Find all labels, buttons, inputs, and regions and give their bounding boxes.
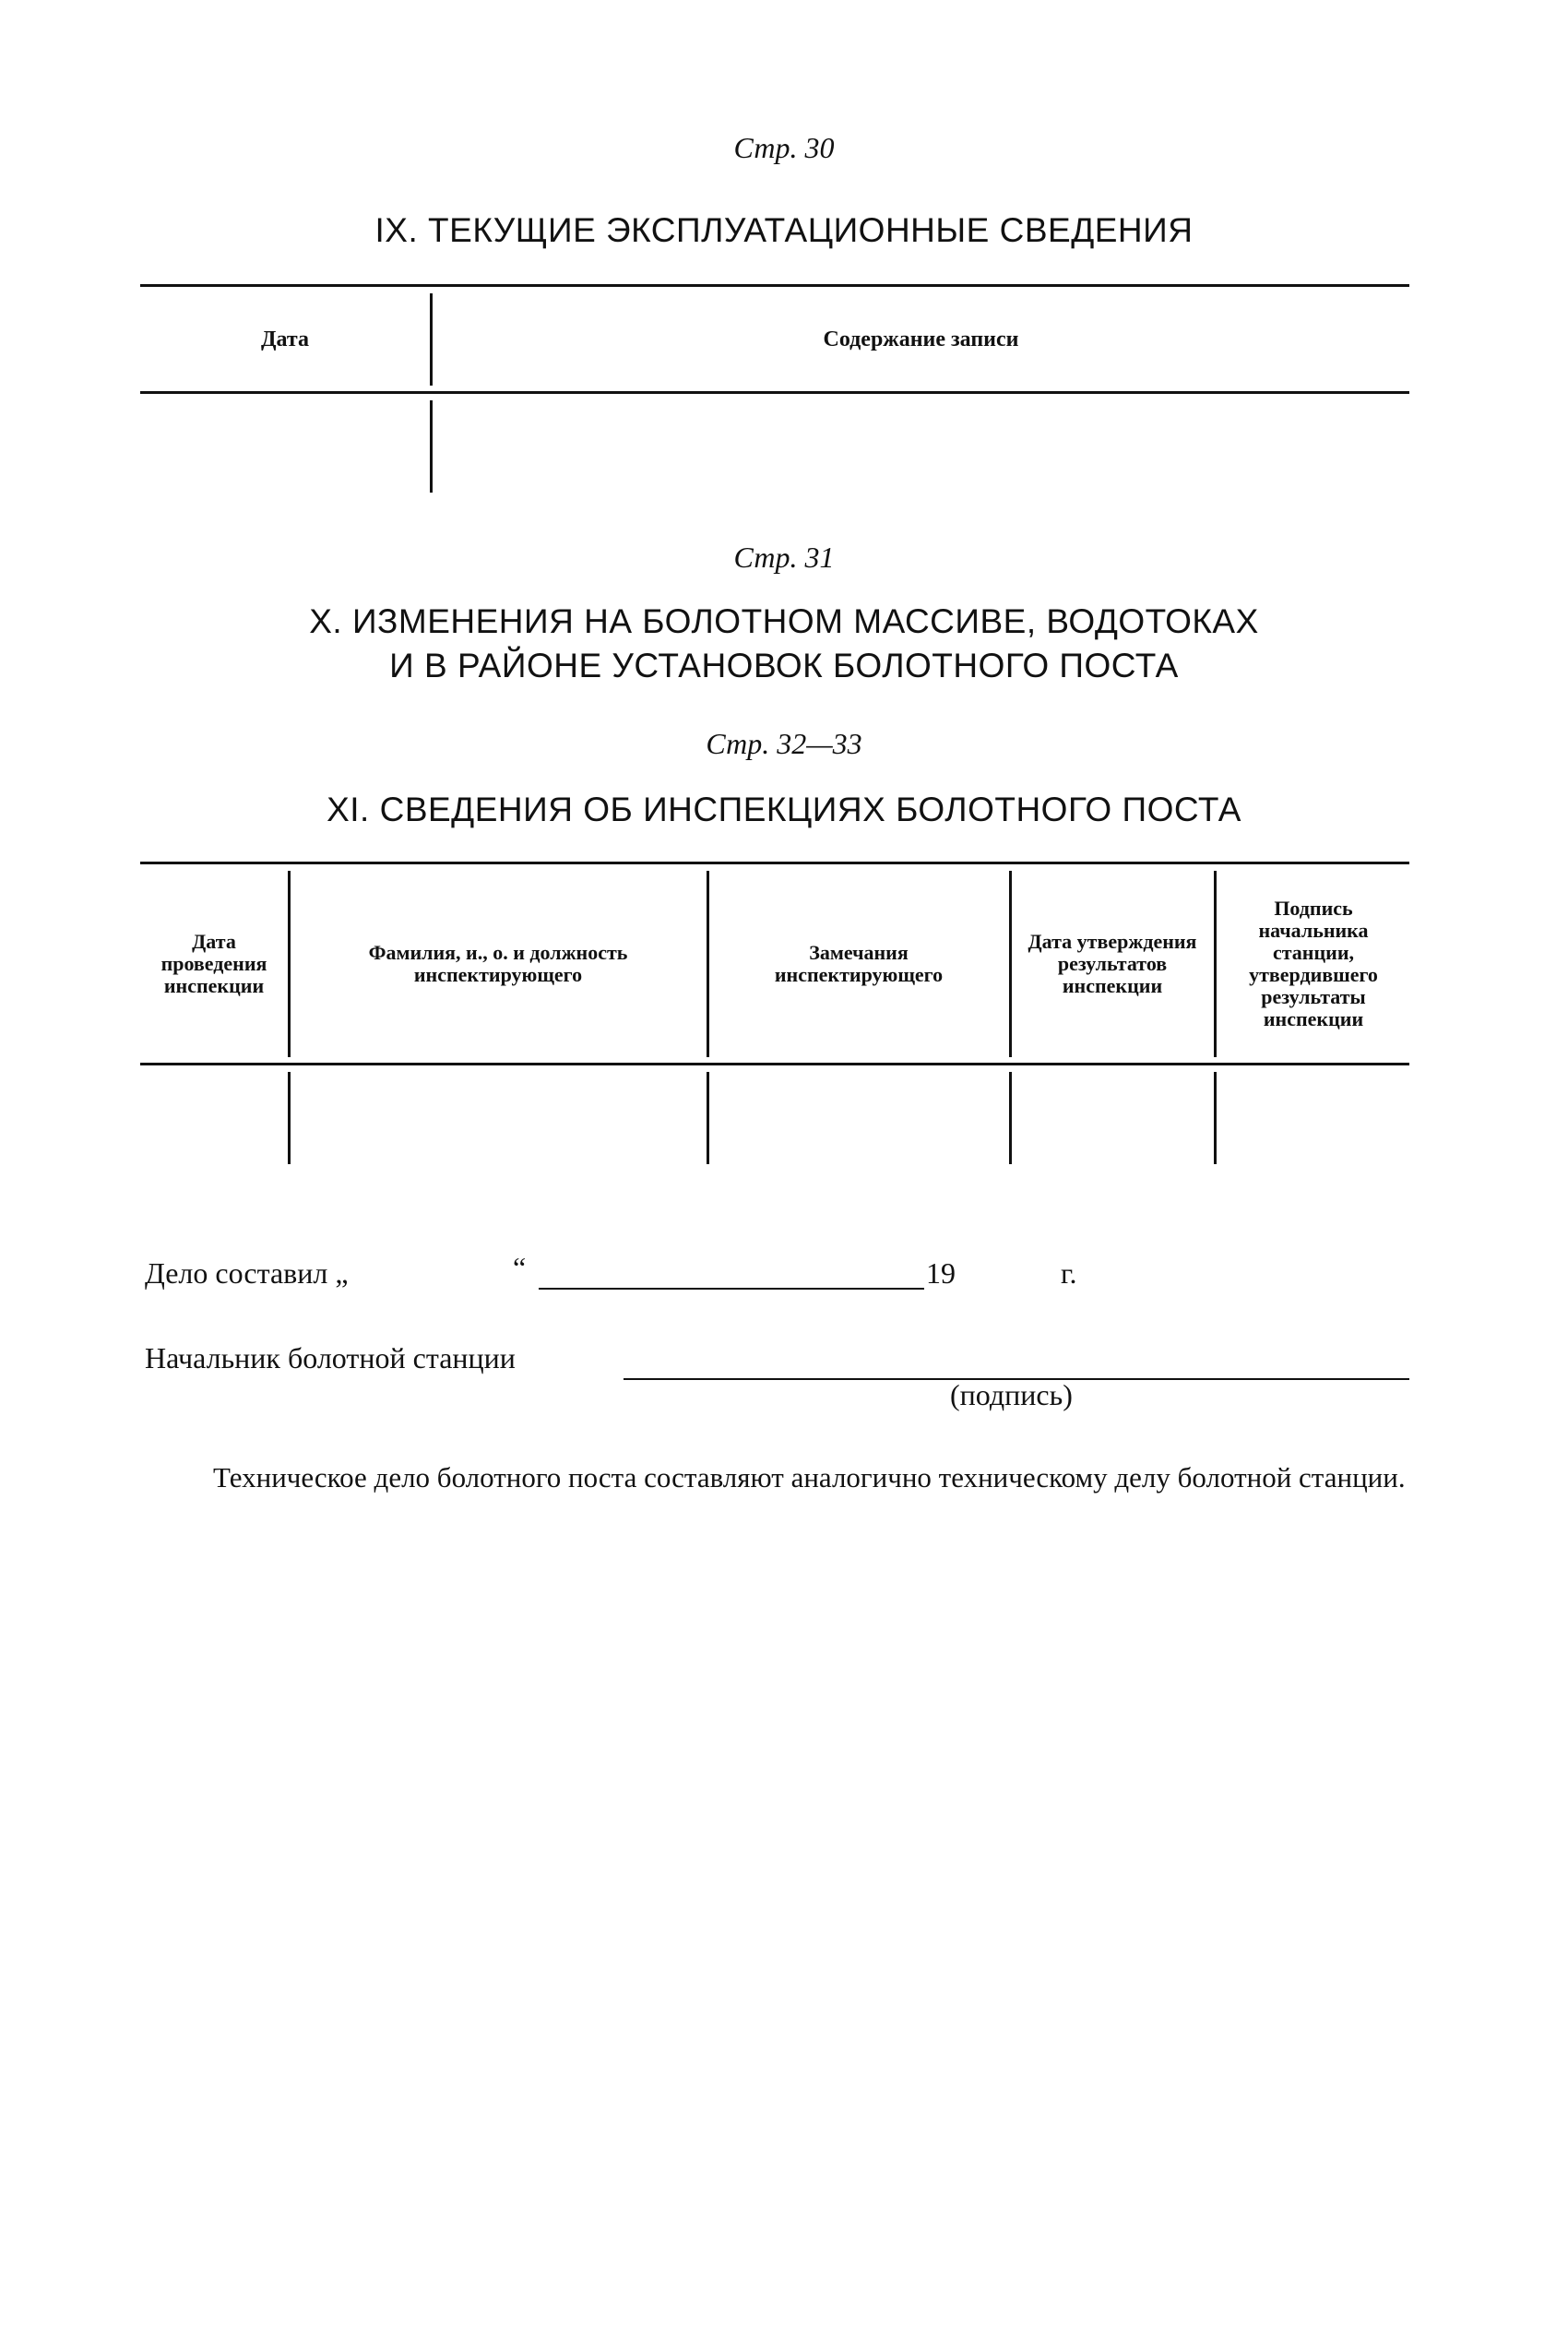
table-top-rule (140, 862, 1409, 864)
page-ref-32-33: Стр. 32—33 (706, 727, 862, 760)
column-header-inspection-date: Дата проведения инспекции (160, 930, 267, 997)
section-9-title: IX. ТЕКУЩИЕ ЭКСПЛУАТАЦИОННЫЕ СВЕДЕНИЯ (374, 211, 1194, 249)
station-chief-label: Начальник болотной станции (145, 1341, 516, 1374)
closing-note: Техническое дело болотного поста составляют аналогично техническому делу болотной станции. (213, 1461, 1406, 1493)
column-header-date: Дата (261, 327, 309, 351)
column-header-chief-signature: Подпись начальника станции, утвердившего результаты инспекции (1249, 897, 1378, 1030)
date-fill-line (539, 1288, 924, 1290)
signature-caption: (подпись) (950, 1378, 1073, 1411)
body-divider-4 (1214, 1072, 1217, 1164)
column-divider-1 (288, 871, 291, 1057)
column-header-inspector-remarks: Замечания инспектирующего (774, 941, 944, 986)
column-header-inspector-name: Фамилия, и., о. и должность инспектирующего (368, 941, 628, 986)
section-10-title-line-2: И В РАЙОНЕ УСТАНОВОК БОЛОТНОГО ПОСТА (389, 647, 1179, 684)
compiled-by-label: Дело составил „ (145, 1256, 349, 1290)
body-divider-1 (288, 1072, 291, 1164)
page-ref-30: Стр. 30 (733, 131, 835, 164)
table-body-divider (430, 400, 433, 493)
section-11-title: XI. СВЕДЕНИЯ ОБ ИНСПЕКЦИЯХ БОЛОТНОГО ПОСТА (327, 791, 1241, 828)
section-10-title-line-1: X. ИЗМЕНЕНИЯ НА БОЛОТНОМ МАССИВЕ, ВОДОТОКАХ (309, 602, 1259, 640)
column-divider-2 (707, 871, 709, 1057)
page-ref-31: Стр. 31 (733, 541, 835, 574)
column-divider-3 (1009, 871, 1012, 1057)
column-header-entry-content: Содержание записи (823, 327, 1019, 351)
table-header-rule (140, 1063, 1409, 1065)
table-top-rule (140, 284, 1409, 287)
column-divider-4 (1214, 871, 1217, 1057)
date-open-quote: “ (513, 1251, 527, 1284)
column-header-approval-date: Дата утверждения результатов инспекции (1028, 930, 1197, 997)
year-prefix: 19 (926, 1256, 956, 1290)
body-divider-3 (1009, 1072, 1012, 1164)
year-suffix: г. (1061, 1256, 1077, 1290)
table-header-rule (140, 391, 1409, 394)
body-divider-2 (707, 1072, 709, 1164)
